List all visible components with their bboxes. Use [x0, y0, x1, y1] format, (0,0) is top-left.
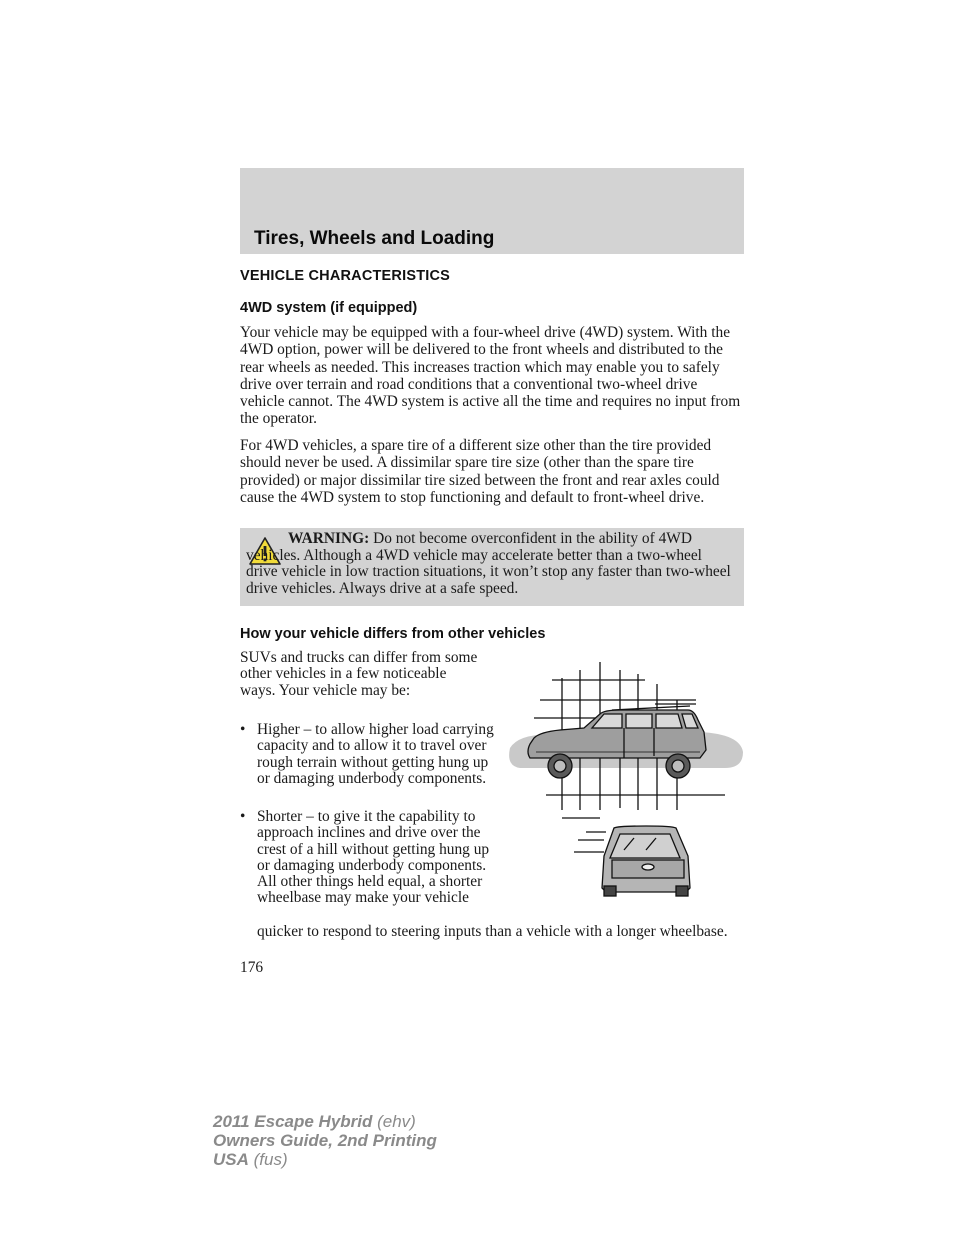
- warning-body: Do not become overconfident in the ability of 4WD vehicles. Although a 4WD vehicle may accelerate better than a two-wheel drive vehicle in low traction situations, it won’t stop any faster than two-wheel drive vehicles. Always drive at a safe speed.: [246, 530, 731, 597]
- document-footer: [213, 1112, 437, 1169]
- bullet-dot: •: [240, 808, 246, 825]
- warning-box: [240, 528, 744, 606]
- subsection-title-4wd: 4WD system (if equipped): [240, 300, 418, 316]
- footer-line-3: USA (fus): [213, 1150, 288, 1169]
- section-title: VEHICLE CHARACTERISTICS: [240, 268, 451, 284]
- paragraph-4wd-intro: Your vehicle may be equipped with a four-wheel drive (4WD) system. With the 4WD option, power will be delivered to the front wheels and distributed to the rear wheels as needed. This increases traction which may enable you to safely drive over terrain and road conditions that a conventional two-wheel drive vehicle cannot. The 4WD system is active all the time and requires no input from the operator.: [240, 324, 741, 428]
- bullet-shorter-text: Shorter – to give it the capability to approach inclines and drive over the crest of a hill without getting hung up or damaging underbody components. All other things held equal, a shorter wheelbase may make your vehicle: [257, 808, 490, 907]
- chapter-header: [240, 168, 744, 254]
- page-number: 176: [240, 959, 264, 976]
- subsection-title-differs: How your vehicle differs from other vehicles: [240, 626, 546, 642]
- paragraph-differs-intro: SUVs and trucks can differ from some other vehicles in a few noticeable ways. Your vehicle may be:: [240, 649, 478, 699]
- warning-label: WARNING:: [288, 530, 370, 547]
- bullet-shorter-continued: quicker to respond to steering inputs than a vehicle with a longer wheelbase.: [257, 923, 728, 940]
- warning-text: [246, 531, 734, 597]
- chapter-title: Tires, Wheels and Loading: [254, 228, 495, 249]
- footer-line-2: Owners Guide, 2nd Printing: [213, 1131, 437, 1150]
- bullet-dot: •: [240, 721, 246, 738]
- suv-dimensions-illustration: [500, 660, 745, 900]
- footer-line-1: 2011 Escape Hybrid (ehv): [213, 1112, 416, 1131]
- paragraph-spare-tire: For 4WD vehicles, a spare tire of a different size other than the tire provided should never be used. A dissimilar spare tire size (other than the spare tire provided) or major dissimilar tire sized between the front and rear axles could cause the 4WD system to stop functioning and default to front-wheel drive.: [240, 437, 720, 506]
- bullet-higher-text: Higher – to allow higher load carrying capacity and to allow it to travel over rough terrain without getting hung up or damaging underbody components.: [257, 721, 494, 787]
